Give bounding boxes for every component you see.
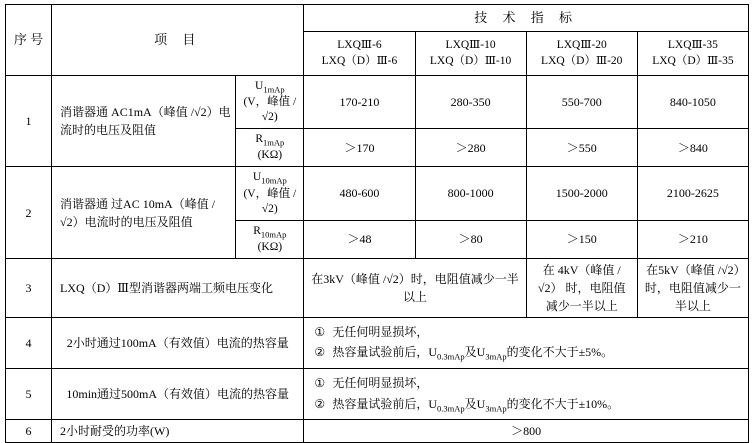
header-col-3-line1: LXQⅢ-20 [556,38,607,51]
header-col-4 [637,31,748,75]
row-1-u-value-2: 280-350 [415,75,526,128]
row-2-u-value-1: 480-600 [304,167,415,220]
header-col-1 [304,31,415,75]
row-no-6: 6 [6,420,52,443]
row-3-value-3: 在 4kV（峰值 /√2） 时，电阻值 减少一半以上 [526,258,637,317]
row-2-u-value-2: 800-1000 [415,167,526,220]
row-5-note-2 [314,394,742,416]
row-1-symbol-u-main: U [255,79,264,92]
header-col-3 [526,31,637,75]
row-1-r-value-1: ＞170 [304,129,415,167]
row-4-note-2-num: ② [314,345,326,360]
header-col-1-line1: LXQⅢ-6 [337,38,382,51]
row-4-note-1 [314,322,742,342]
row-2-symbol-u-sub: 10mAp [261,175,287,186]
header-col-4-line2: LXQ（D）Ⅲ-35 [652,55,734,68]
row-item-1: 消谐器通 AC1mA（峰值 /√2）电流时的电压及阻值 [52,75,236,167]
row-1-u-value-3: 550-700 [526,75,637,128]
table-row [6,317,749,368]
row-6-value: ＞800 [304,420,749,443]
row-2-symbol-u [236,167,304,220]
table-row [6,75,749,128]
header-col-2 [415,31,526,75]
row-1-symbol-r-main: R [255,133,264,146]
row-2-r-value-4: ＞210 [637,220,748,258]
row-2-symbol-u-main: U [252,171,262,184]
row-1-symbol-r [236,129,304,167]
table-row [6,258,749,317]
row-1-symbol-u-unit: (V，峰值 /√2) [243,96,297,124]
row-5-note-1-text: 无任何明显损坏， [332,376,429,391]
row-5-note-2-num: ② [314,396,326,411]
row-3-value-merged: 在3kV（峰值 /√2）时，电阻值减少一半以上 [304,258,526,317]
header-no: 序 号 [6,5,52,76]
row-2-symbol-u-unit: (V，峰值 /√2) [243,187,297,215]
row-2-symbol-r [236,220,304,258]
header-col-4-line1: LXQⅢ-35 [667,38,718,51]
row-4-notes [304,317,749,368]
row-2-r-value-1: ＞48 [304,220,415,258]
header-col-1-line2: LXQ（D）Ⅲ-6 [321,55,398,68]
row-1-symbol-u [236,75,304,128]
row-item-3: LXQ（D）Ⅲ型消谐器两端工频电压变化 [52,258,304,317]
row-item-6: 2小时耐受的功率(W) [52,420,304,443]
row-1-r-value-3: ＞550 [526,129,637,167]
row-1-symbol-r-sub: 1mAp [263,137,285,148]
table-row [6,420,749,443]
header-col-2-line2: LXQ（D）Ⅲ-10 [429,55,512,68]
row-no-2: 2 [6,167,52,259]
row-2-symbol-r-unit: (KΩ) [257,240,283,253]
row-1-symbol-u-sub: 1mAp [263,84,285,95]
row-2-r-value-3: ＞150 [526,220,637,258]
table-row [6,369,749,420]
row-5-notes [304,369,749,420]
row-1-r-value-2: ＞280 [415,129,526,167]
row-1-u-value-4: 840-1050 [637,75,748,128]
row-no-1: 1 [6,75,52,167]
row-3-value-4: 在5kV（峰值 /√2）时，电阻值减少一半以上 [637,258,748,317]
row-item-4: 2小时通过100mA（有效值）电流的热容量 [52,317,304,368]
row-no-3: 3 [6,258,52,317]
row-2-u-value-3: 1500-2000 [526,167,637,220]
row-2-r-value-2: ＞80 [415,220,526,258]
row-item-5: 10min通过500mA（有效值）电流的热容量 [52,369,304,420]
row-4-note-2-text: 热容量试验前后，$U_{0.3mAp}$及$U_{3mAp}$的变化不大于±5%。 [332,345,614,362]
row-1-symbol-r-unit: (KΩ) [257,149,283,162]
row-4-note-2 [314,342,742,364]
row-4-note-1-text: 无任何明显损坏， [332,324,429,339]
row-5-note-1 [314,373,742,393]
row-2-symbol-r-main: R [253,224,261,237]
header-col-2-line1: LXQⅢ-10 [445,38,496,51]
row-5-note-1-num: ① [314,376,326,391]
row-1-r-value-4: ＞840 [637,129,748,167]
row-item-2: 消谐器通 过AC 10mA（峰值 /√2）电流时的电压及阻值 [52,167,236,259]
table-row [6,167,749,220]
row-2-symbol-r-sub: 10mAp [260,228,287,239]
row-4-note-1-num: ① [314,324,326,339]
row-2-u-value-4: 2100-2625 [637,167,748,220]
table-header-row-1 [6,5,749,32]
row-no-4: 4 [6,317,52,368]
header-item: 项 目 [52,5,304,76]
specification-table [5,4,749,443]
row-5-note-2-text: 热容量试验前后，$U_{0.3mAp}$及$U_{3mAp}$的变化不大于±10%。 [332,396,620,413]
header-tech: 技 术 指 标 [304,5,749,32]
row-1-u-value-1: 170-210 [304,75,415,128]
header-col-3-line2: LXQ（D）Ⅲ-20 [541,55,623,68]
row-no-5: 5 [6,369,52,420]
spec-table-page [0,4,754,442]
